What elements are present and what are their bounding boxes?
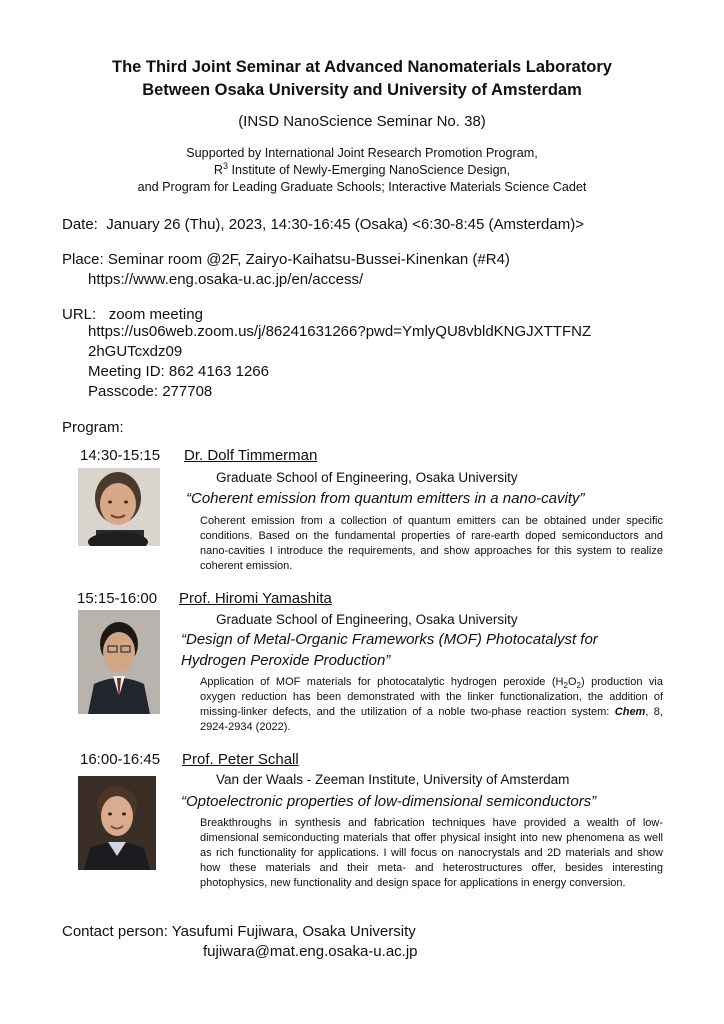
seminar-subtitle: (INSD NanoScience Seminar No. 38): [238, 113, 486, 130]
speaker-affiliation: Graduate School of Engineering, Osaka University: [216, 470, 518, 485]
speaker-affiliation: Van der Waals - Zeeman Institute, University of Amsterdam: [216, 772, 570, 787]
support-line-1: Supported by International Joint Research Promotion Program,: [186, 146, 538, 160]
speaker-photo: [78, 468, 160, 546]
speaker-photo-image: [78, 610, 160, 714]
speaker-name: Prof. Hiromi Yamashita: [179, 590, 332, 607]
passcode: Passcode: 277708: [88, 383, 213, 400]
program-label: Program:: [62, 419, 124, 436]
speaker-photo-image: [78, 468, 160, 546]
speaker-name: Prof. Peter Schall: [182, 751, 299, 768]
talk-title: “Coherent emission from quantum emitters in a nano-cavity”: [186, 490, 585, 507]
date-line: [62, 215, 584, 235]
speaker-photo: [78, 776, 156, 870]
talk-title: “Optoelectronic properties of low-dimensional semiconductors”: [181, 793, 597, 810]
talk-title-line-1: “Design of Metal-Organic Frameworks (MOF) Photocatalyst for: [181, 631, 598, 648]
speaker-photo-image: [78, 776, 156, 870]
seminar-title-line-1: The Third Joint Seminar at Advanced Nanomaterials Laboratory: [111, 58, 612, 76]
contact-person: Contact person: Yasufumi Fujiwara, Osaka University: [62, 923, 416, 940]
place-label: Place:: [62, 251, 104, 268]
date-value: January 26 (Thu), 2023, 14:30-16:45 (Osaka) <6:30-8:45 (Amsterdam)>: [106, 216, 584, 233]
talk-abstract: Application of MOF materials for photocatalytic hydrogen peroxide $(H_2O_2)$ production via oxygen reduction has been demonstrated with the linker functionalization, the addition of missing-linker defects, and the utilization of a noble two-phase reaction system: Chem, 8, 2924-2934 (2022).: [200, 676, 663, 733]
place-url-link[interactable]: https://www.eng.osaka-u.ac.jp/en/access/: [88, 271, 364, 288]
zoom-link-line-2[interactable]: 2hGUTcxdz09: [88, 343, 183, 360]
place-line: [62, 250, 510, 270]
date-label: Date:: [62, 216, 98, 233]
url-value: zoom meeting: [108, 306, 203, 323]
place-value: Seminar room @2F, Zairyo-Kaihatsu-Bussei-Kinenkan (#R4): [107, 251, 510, 268]
zoom-link-line-1[interactable]: https://us06web.zoom.us/j/86241631266?pwd=YmlyQU8vbldKNGJXTTFNZ: [88, 323, 592, 340]
talk-time: 15:15-16:00: [77, 590, 158, 607]
speaker-name: Dr. Dolf Timmerman: [184, 447, 318, 464]
contact-email-link[interactable]: fujiwara@mat.eng.osaka-u.ac.jp: [203, 943, 418, 960]
talk-title-line-2: Hydrogen Peroxide Production”: [181, 652, 391, 669]
speaker-photo: [78, 610, 160, 714]
talk-time: 16:00-16:45: [80, 751, 161, 768]
talk-time: 14:30-15:15: [80, 447, 161, 464]
talk-abstract: Coherent emission from a collection of quantum emitters can be obtained under specific conditions. Based on the fundamental properties of rare-earth doped semiconductors and nano-cavities I introduce the requirements, and show approaches for this system to realize coherent emission.: [200, 515, 663, 572]
support-line-2: $R^3$ Institute of Newly-Emerging NanoScience Design,: [213, 160, 511, 177]
url-label: URL:: [62, 306, 97, 323]
speaker-affiliation: Graduate School of Engineering, Osaka University: [216, 612, 518, 627]
meeting-id: Meeting ID: 862 4163 1266: [88, 363, 269, 380]
talk-abstract: Breakthroughs in synthesis and fabrication techniques have provided a wealth of low-dimensional semiconducting materials that offer physical insight into new phenomena as well as rich functionality for applications. I will focus on nanocrystals and 2D materials and show how these materials and their meta- and heterostructures offer, besides interesting photophysics, new functionality and design space for applications in energy conversion.: [200, 817, 663, 889]
support-line-3: and Program for Leading Graduate Schools; Interactive Materials Science Cadet: [137, 180, 587, 194]
seminar-title-line-2: Between Osaka University and University of Amsterdam: [142, 81, 582, 99]
journal-name: Chem: [614, 706, 646, 718]
